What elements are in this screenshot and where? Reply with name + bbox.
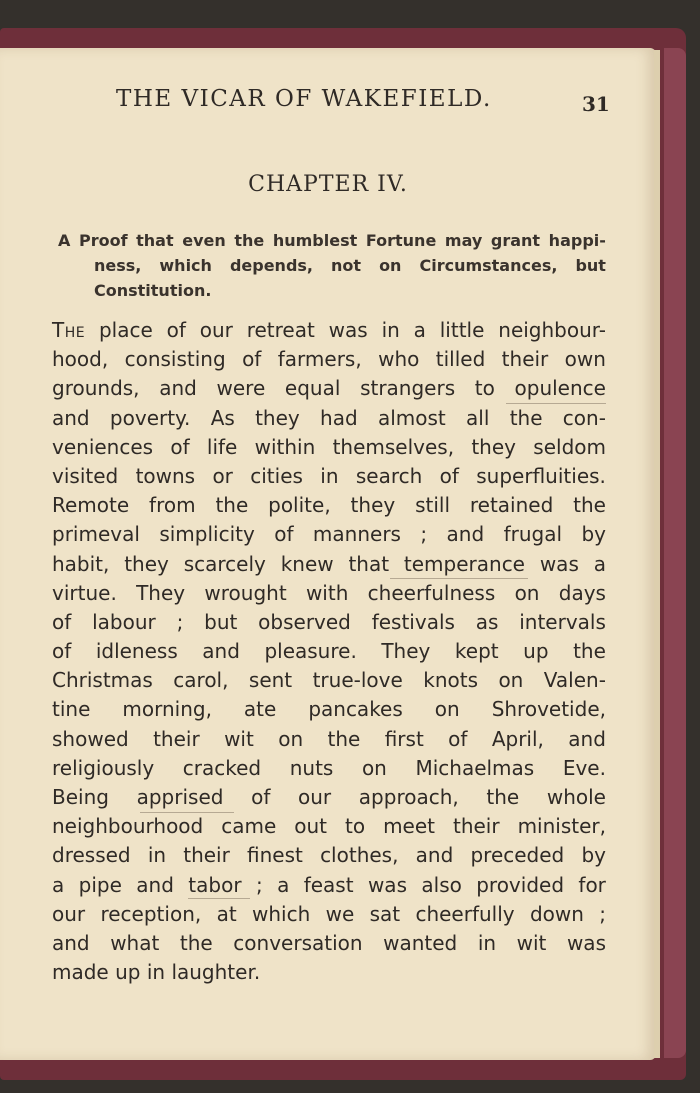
- pencil-underline: [390, 578, 528, 579]
- body-line: Remote from the polite, they still retained the: [52, 493, 606, 518]
- summary-line: A Proof that even the humblest Fortune may grant happi-: [58, 231, 606, 250]
- body-line: hood, consisting of farmers, who tilled their own: [52, 347, 606, 372]
- body-line: Being apprised of our approach, the whole: [52, 785, 606, 809]
- pencil-underline: [506, 403, 606, 404]
- summary-line: Constitution.: [94, 281, 212, 300]
- chapter-heading: CHAPTER IV.: [248, 172, 408, 197]
- body-line: The place of our retreat was in a little neighbour-: [52, 316, 606, 345]
- body-line: religiously cracked nuts on Michaelmas Eve.: [52, 755, 606, 780]
- lead-word: The: [52, 318, 86, 342]
- body-line: and poverty. As they had almost all the con-: [52, 405, 606, 430]
- chapter-summary: [58, 228, 606, 303]
- summary-line: ness, which depends, not on Circumstances, but: [94, 256, 606, 275]
- pencil-underline: [188, 898, 250, 899]
- body-line: primeval simplicity of manners ; and frugal by: [52, 522, 606, 547]
- body-line: of idleness and pleasure. They kept up the: [52, 639, 606, 664]
- body-line: habit, they scarcely knew that temperance was a: [52, 551, 606, 576]
- body-line: virtue. They wrought with cheerfulness on days: [52, 580, 606, 605]
- body-line: tine morning, ate pancakes on Shrovetide,: [52, 697, 606, 722]
- cover-edge: [664, 48, 686, 1058]
- body-line: our reception, at which we sat cheerfully down ;: [52, 901, 606, 926]
- body-line: dressed in their finest clothes, and preceded by: [52, 843, 606, 868]
- pencil-underline: [140, 812, 234, 813]
- body-line: neighbourhood came out to meet their minister,: [52, 814, 606, 839]
- body-text: [52, 316, 606, 987]
- body-line: made up in laughter.: [52, 960, 261, 985]
- body-line: showed their wit on the first of April, and: [52, 726, 606, 751]
- page-edge: [654, 50, 660, 1058]
- body-line: a pipe and tabor ; a feast was also provided for: [52, 872, 606, 897]
- running-title: THE VICAR OF WAKEFIELD.: [116, 86, 492, 112]
- body-line: veniences of life within themselves, they seldom: [52, 434, 606, 459]
- body-line: Christmas carol, sent true-love knots on Valen-: [52, 668, 606, 693]
- body-line: visited towns or cities in search of superfluities.: [52, 463, 606, 488]
- body-line: grounds, and were equal strangers to opulence: [52, 376, 606, 401]
- body-line: of labour ; but observed festivals as intervals: [52, 609, 606, 634]
- body-line: and what the conversation wanted in wit was: [52, 930, 606, 955]
- page-number: 31: [582, 92, 610, 116]
